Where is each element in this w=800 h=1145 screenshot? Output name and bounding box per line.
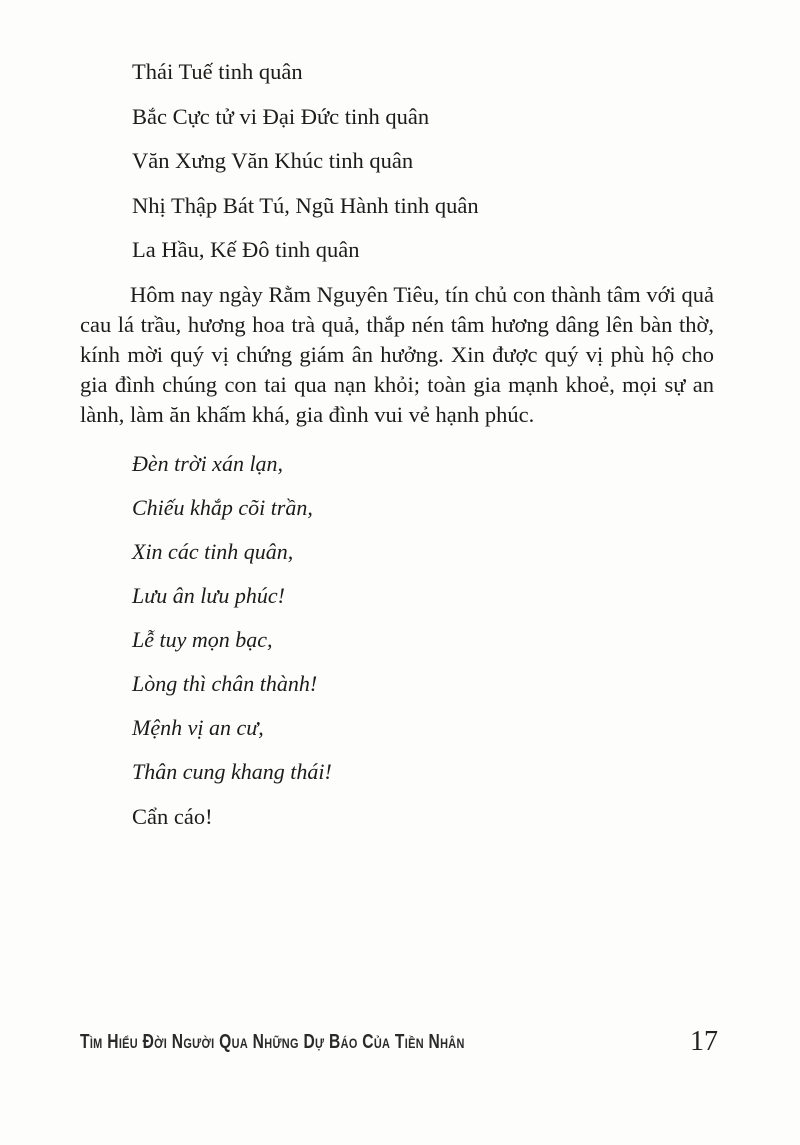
verse-line: Thân cung khang thái! [132,758,332,784]
verse-line: Đèn trời xán lạn, [132,450,284,476]
running-title: Tìm Hiểu Đời Người Qua Những Dự Báo Của Tiền Nhân [80,1030,465,1053]
verse-line: Lễ tuy mọn bạc, [132,626,273,652]
page-footer [80,1026,718,1058]
closing-line: Cẩn cáo! [132,803,213,829]
invocation-line: Văn Xưng Văn Khúc tinh quân [132,148,414,173]
verse-block [80,442,714,794]
invocation-line: Thái Tuế tinh quân [132,59,303,84]
invocation-line: Bắc Cực tử vi Đại Đức tinh quân [132,103,430,129]
invocation-line: La Hầu, Kế Đô tinh quân [132,237,360,262]
prayer-paragraph: Hôm nay ngày Rằm Nguyên Tiêu, tín chủ con thành tâm với quả cau lá trầu, hương hoa trà quả, thắp nén tâm hương dâng lên bàn thờ, kính mời quý vị chứng giám ân hưởng. Xin được quý vị phù hộ cho gia đình chúng con tai qua nạn khỏi; toàn gia mạnh khoẻ, mọi sự an lành, làm ăn khấm khá, gia đình vui vẻ hạnh phúc. [80,281,714,427]
invocation-list [80,50,714,273]
verse-line: Chiếu khắp cõi trần, [132,494,313,520]
verse-line: Xin các tinh quân, [132,538,294,564]
page-number: 17 [690,1026,718,1057]
verse-line: Lòng thì chân thành! [132,670,318,696]
verse-line: Lưu ân lưu phúc! [132,582,285,608]
verse-line: Mệnh vị an cư, [132,714,264,740]
invocation-line: Nhị Thập Bát Tú, Ngũ Hành tinh quân [132,192,479,218]
